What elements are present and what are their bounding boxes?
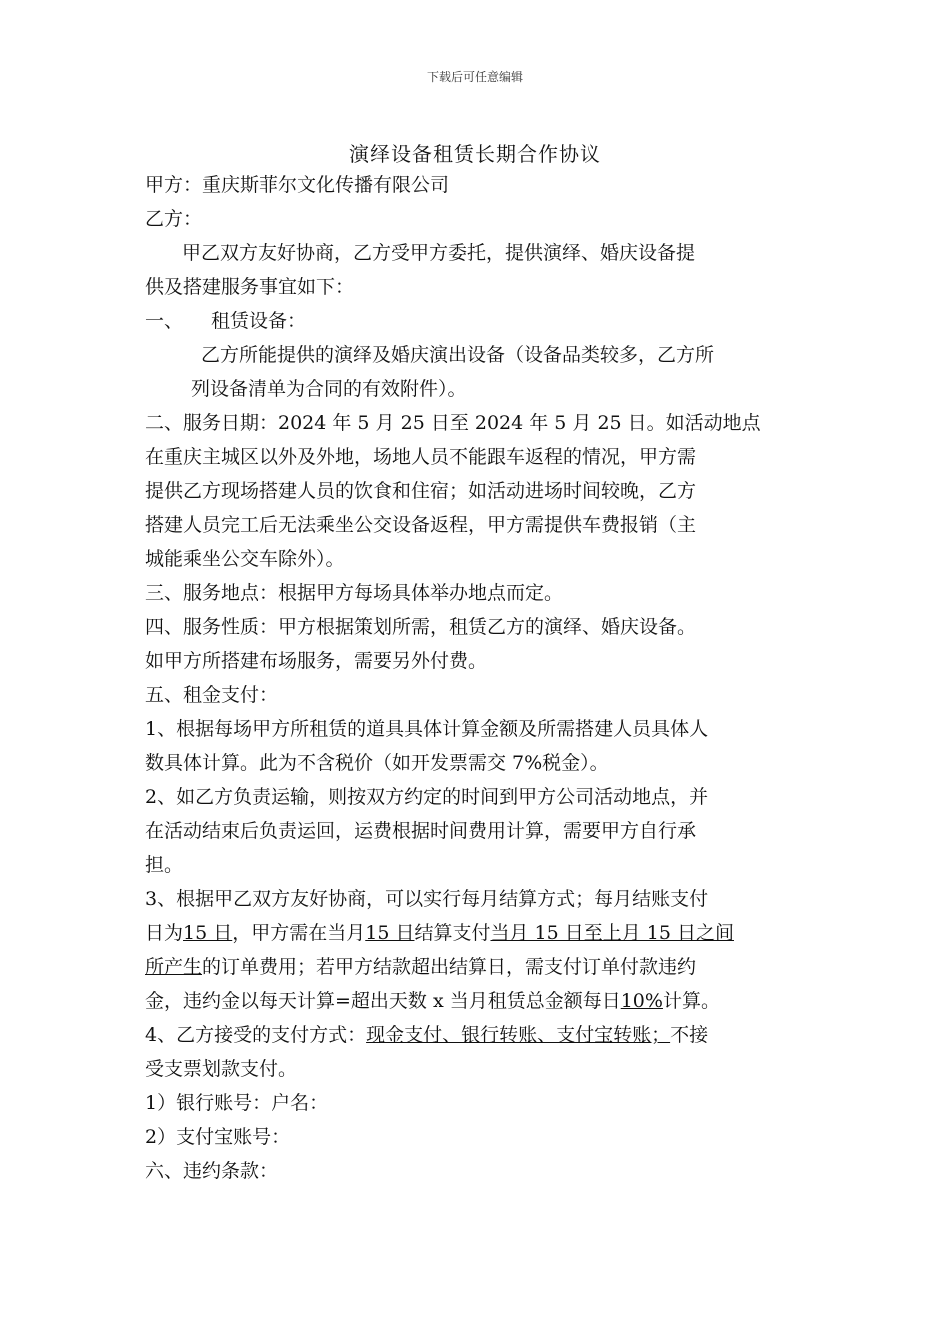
clause-text: 结算支付	[414, 922, 491, 944]
clause-text: 不接	[670, 1024, 709, 1046]
underlined-rate: 10%	[620, 990, 663, 1012]
section-2-line: 提供乙方现场搭建人员的饮食和住宿；如活动进场时间较晚，乙方	[145, 480, 697, 502]
party-b-line: 乙方：	[145, 208, 203, 230]
document-body	[145, 168, 810, 1188]
clause-text: 4、乙方接受的支付方式：	[145, 1024, 367, 1046]
payment-clause-3	[145, 916, 810, 950]
header-note: 下载后可任意编辑	[426, 70, 523, 84]
clause-text: 金，违约金以每天计算=超出天数 x 当月租赁总金额每日	[145, 990, 621, 1012]
section-2-line: 二、服务日期：2024 年 5 月 25 日至 2024 年 5 月 25 日。如活动地点	[145, 412, 761, 434]
underlined-period: 当月 15 日至上月 15 日之间	[490, 922, 734, 944]
section-5-heading: 五、租金支付：	[145, 684, 279, 706]
section-1-title: 租赁设备：	[211, 310, 307, 332]
section-1-paragraph: 列设备清单为合同的有效附件）。	[191, 378, 467, 400]
party-a-line: 甲方：重庆斯菲尔文化传播有限公司	[145, 174, 450, 196]
clause-text: ，甲方需在当月	[232, 922, 366, 944]
clause-text: 计算。	[662, 990, 720, 1012]
payment-clause-2: 担。	[145, 854, 184, 876]
payment-clause-3: 3、根据甲乙双方友好协商，可以实行每月结算方式；每月结账支付	[145, 888, 709, 910]
underlined-period: 所产生	[145, 956, 203, 978]
section-3-line: 三、服务地点：根据甲方每场具体举办地点而定。	[145, 582, 564, 604]
alipay-account-line: 2）支付宝账号：	[145, 1126, 291, 1148]
payment-clause-3	[145, 950, 810, 984]
payment-clause-2: 在活动结束后负责运回，运费根据时间费用计算，需要甲方自行承	[145, 820, 697, 842]
section-4-line: 如甲方所搭建布场服务，需要另外付费。	[145, 650, 488, 672]
payment-clause-4	[145, 1018, 810, 1052]
bank-account-line: 1）银行账号：户名：	[145, 1092, 329, 1114]
section-1-paragraph: 乙方所能提供的演绎及婚庆演出设备（设备品类较多，乙方所	[201, 344, 715, 366]
payment-clause-1: 1、根据每场甲方所租赁的道具具体计算金额及所需搭建人员具体人	[145, 718, 709, 740]
intro-line: 甲乙双方友好协商，乙方受甲方委托，提供演绎、婚庆设备提	[182, 242, 696, 264]
section-4-line: 四、服务性质：甲方根据策划所需，租赁乙方的演绎、婚庆设备。	[145, 616, 697, 638]
section-2-line: 搭建人员完工后无法乘坐公交设备返程，甲方需提供车费报销（主	[145, 514, 697, 536]
clause-text: 的订单费用；若甲方结款超出结算日，需支付订单付款违约	[202, 956, 697, 978]
section-6-heading: 六、违约条款：	[145, 1160, 279, 1182]
section-2-line: 城能乘坐公交车除外）。	[145, 548, 345, 570]
section-2-line: 在重庆主城区以外及外地，场地人员不能跟车返程的情况，甲方需	[145, 446, 697, 468]
intro-line: 供及搭建服务事宜如下：	[145, 276, 355, 298]
payment-clause-1: 数具体计算。此为不含税价（如开发票需交 7%税金）。	[145, 752, 609, 774]
section-1-heading	[145, 304, 810, 338]
underlined-payment-methods: 现金支付、银行转账、支付宝转账；	[366, 1024, 671, 1046]
underlined-date: 15 日	[183, 922, 233, 944]
document-title: 演绎设备租赁长期合作协议	[349, 142, 601, 166]
payment-clause-3	[145, 984, 810, 1018]
payment-clause-4: 受支票划款支付。	[145, 1058, 298, 1080]
section-1-number: 一、	[145, 310, 184, 332]
clause-text: 日为	[145, 922, 184, 944]
underlined-date: 15 日	[365, 922, 415, 944]
payment-clause-2: 2、如乙方负责运输，则按双方约定的时间到甲方公司活动地点，并	[145, 786, 709, 808]
